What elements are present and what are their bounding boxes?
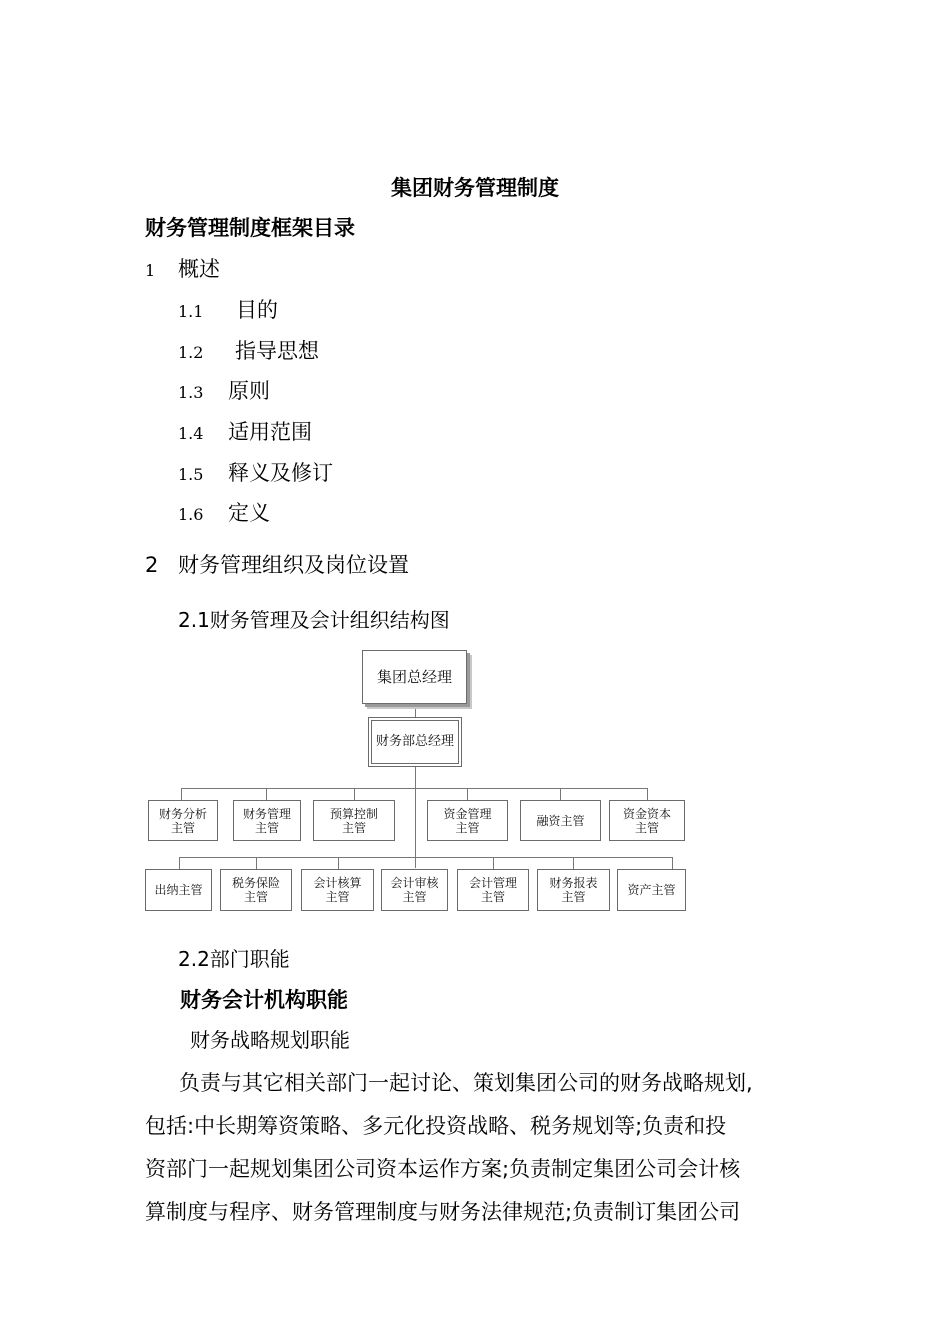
connector-line — [467, 788, 468, 800]
toc-section-2 — [145, 549, 409, 579]
org-node-label: 财务部总经理 — [375, 734, 454, 749]
accounting-functions-heading: 财务会计机构职能 — [180, 988, 348, 1012]
toc-label: 指导思想 — [235, 339, 319, 363]
org-node-cashier — [145, 869, 212, 911]
toc-item-1-3 — [178, 375, 270, 405]
connector-line — [179, 857, 673, 858]
connector-line — [266, 788, 267, 800]
org-node-label: 税务保险 — [231, 876, 280, 890]
toc-section-1 — [145, 253, 220, 283]
org-node-label: 会计核算 — [313, 876, 362, 890]
subsection-2-2-title: 2.2部门职能 — [178, 947, 290, 971]
org-node-label: 主管 — [243, 890, 268, 904]
connector-line — [338, 857, 339, 869]
org-node-label: 集团总经理 — [376, 668, 452, 686]
toc-number: 1 — [145, 261, 156, 280]
org-node-label: 会计审核 — [390, 876, 439, 890]
connector-line — [647, 788, 648, 800]
org-node-label: 财务报表 — [549, 876, 598, 890]
connector-line — [179, 857, 180, 869]
toc-number: 1.5 — [178, 465, 204, 484]
connector-line — [415, 704, 416, 718]
org-node-financial-reports — [537, 869, 610, 911]
connector-line — [573, 857, 574, 869]
org-node-label: 融资主管 — [536, 813, 585, 828]
toc-label: 释义及修订 — [228, 461, 333, 485]
toc-label: 目的 — [236, 298, 278, 322]
paragraph-line: 算制度与程序、财务管理制度与财务法律规范;负责制订集团公司 — [145, 1200, 741, 1224]
org-node-accounting-audit — [381, 869, 448, 911]
document-title: 集团财务管理制度 — [391, 176, 559, 200]
toc-number: 1.1 — [178, 302, 204, 321]
paragraph-line: 资部门一起规划集团公司资本运作方案;负责制定集团公司会计核 — [145, 1157, 741, 1181]
org-node-label: 主管 — [325, 890, 350, 904]
body-paragraph — [145, 1062, 817, 1234]
org-node-label: 主管 — [402, 890, 427, 904]
toc-label: 适用范围 — [228, 420, 312, 444]
org-node-label: 出纳主管 — [154, 883, 203, 897]
connector-line — [415, 767, 416, 868]
toc-number: 2 — [145, 553, 159, 577]
toc-number: 1.4 — [178, 424, 204, 443]
framework-heading: 财务管理制度框架目录 — [145, 216, 355, 240]
org-node-accounting — [301, 869, 374, 911]
connector-line — [181, 788, 182, 800]
strategy-planning-heading: 财务战略规划职能 — [190, 1028, 350, 1052]
org-node-label: 主管 — [561, 890, 586, 904]
org-node-label: 主管 — [634, 820, 659, 835]
toc-item-1-5 — [178, 457, 333, 487]
org-node-label: 主管 — [480, 890, 505, 904]
toc-label: 原则 — [228, 379, 270, 403]
connector-line — [181, 788, 648, 789]
org-node-financing — [520, 800, 601, 841]
org-node-label: 主管 — [341, 820, 366, 835]
subsection-2-1-title: 2.1财务管理及会计组织结构图 — [178, 608, 450, 632]
toc-label: 定义 — [228, 501, 270, 525]
toc-number: 1.6 — [178, 505, 204, 524]
toc-item-1-1 — [178, 294, 278, 324]
org-node-label: 主管 — [254, 820, 279, 835]
connector-line — [256, 857, 257, 869]
toc-number: 1.2 — [178, 343, 204, 362]
org-node-label: 资产主管 — [627, 883, 676, 897]
org-node-tax-insurance — [220, 869, 292, 911]
org-node-label: 资金管理 — [443, 806, 492, 821]
org-node-assets — [617, 869, 686, 911]
connector-line — [354, 788, 355, 800]
toc-item-1-4 — [178, 416, 312, 446]
org-node-label: 财务管理 — [242, 806, 291, 821]
paragraph-line: 包括:中长期筹资策略、多元化投资战略、税务规划等;负责和投 — [145, 1114, 727, 1138]
org-node-label: 资金资本 — [622, 806, 671, 821]
org-node-accounting-management — [457, 869, 529, 911]
connector-line — [672, 857, 673, 869]
toc-item-1-2 — [178, 335, 319, 365]
toc-label: 概述 — [178, 257, 220, 281]
connector-line — [560, 788, 561, 800]
org-node-group-gm — [362, 650, 467, 704]
org-node-fund-capital — [609, 800, 685, 841]
paragraph-line: 负责与其它相关部门一起讨论、策划集团公司的财务战略规划, — [179, 1071, 753, 1095]
org-node-financial-analysis — [148, 800, 218, 841]
org-node-label: 会计管理 — [468, 876, 517, 890]
org-node-label: 主管 — [170, 820, 195, 835]
org-node-label: 主管 — [455, 820, 480, 835]
org-node-label: 预算控制 — [329, 806, 378, 821]
org-node-fund-management — [427, 800, 508, 841]
org-node-finance-gm — [368, 717, 462, 767]
org-node-financial-management — [233, 800, 301, 841]
connector-line — [493, 857, 494, 869]
toc-label: 财务管理组织及岗位设置 — [178, 553, 409, 577]
toc-item-1-6 — [178, 497, 270, 527]
org-node-label: 财务分析 — [158, 806, 207, 821]
toc-number: 1.3 — [178, 383, 204, 402]
org-node-budget-control — [313, 800, 395, 841]
